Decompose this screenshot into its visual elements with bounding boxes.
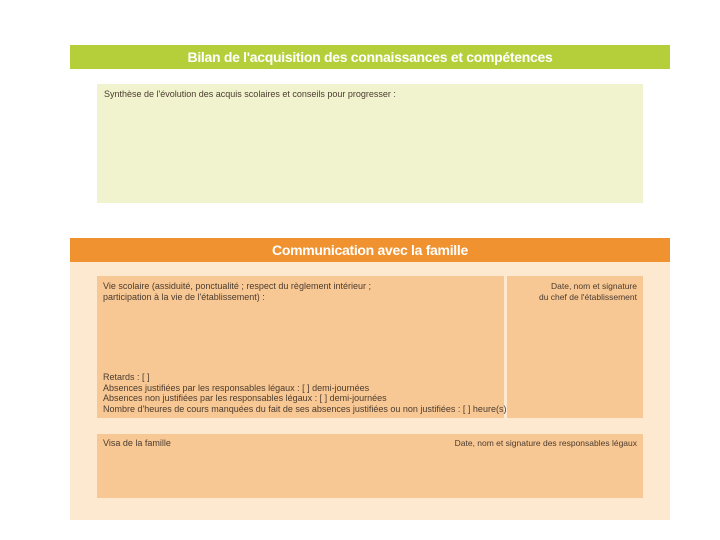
vie-scolaire-field[interactable] [97,276,507,418]
attendance-details [103,372,506,414]
synthese-label: Synthèse de l'évolution des acquis scolaires et conseils pour progresser : [104,89,396,99]
vie-scolaire-title-line1: Vie scolaire (assiduité, ponctualité ; respect du règlement intérieur ; [103,281,371,291]
chef-signature-field[interactable] [507,276,643,418]
absences-justifiees-line: Absences justifiées par les responsables légaux : [ ] demi-journées [103,382,370,393]
visa-famille-label: Visa de la famille [103,438,171,448]
section-header-bilan [70,45,670,69]
section-header-communication [70,238,670,262]
chef-signature-line1: Date, nom et signature [551,281,637,291]
section-title-communication: Communication avec la famille [272,242,468,258]
absences-non-justifiees-line: Absences non justifiées par les responsables légaux : [ ] demi-journées [103,393,387,403]
heures-cours-line: Nombre d'heures de cours manquées du fait de ses absences justifiées ou non justifiées : [ ] heure(s) [103,403,507,414]
vie-scolaire-title-line2: participation à la vie de l'établissement) : [103,291,265,302]
retards-line: Retards : [ ] [103,372,150,382]
synthese-field[interactable] [97,84,643,203]
chef-signature-line2: du chef de l'établissement [538,291,637,302]
visa-famille-field[interactable] [97,434,643,498]
responsables-signature-label: Date, nom et signature des responsables légaux [454,438,637,448]
section-title-bilan: Bilan de l'acquisition des connaissances et compétences [187,49,553,65]
